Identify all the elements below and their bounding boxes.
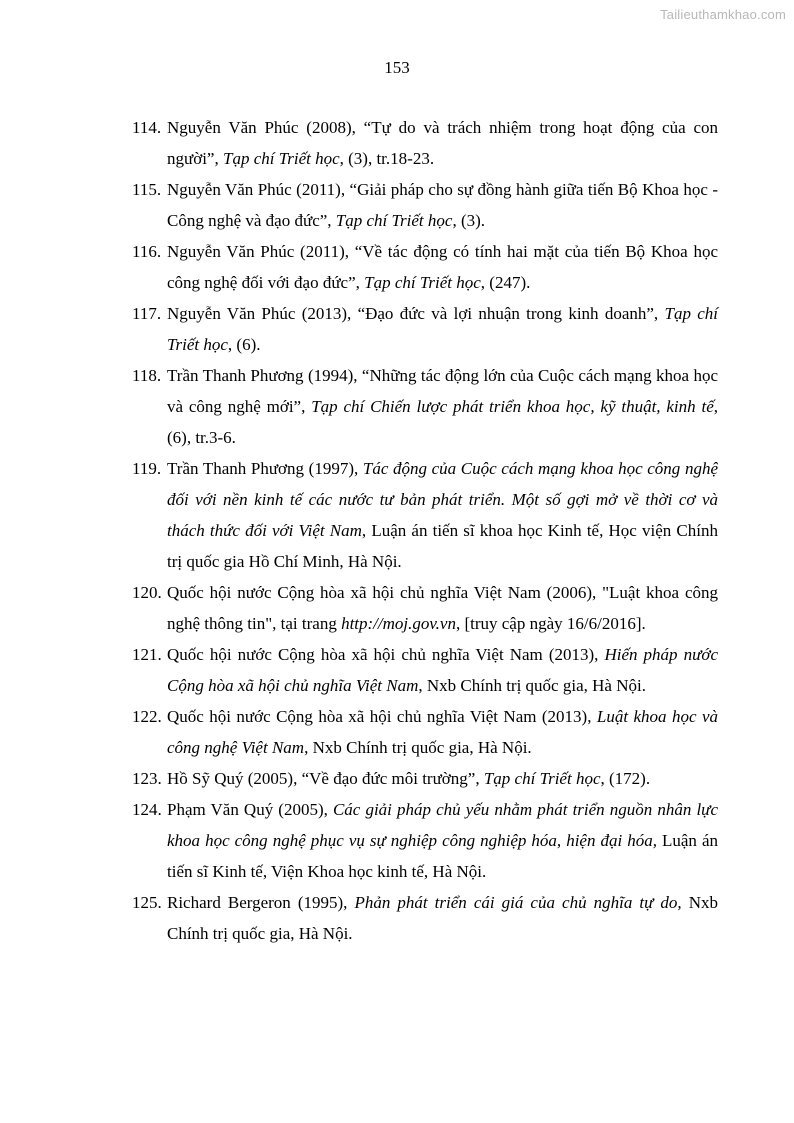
reference-text-segment: Nguyễn Văn Phúc (2011), “Giải pháp cho sự đồng hành giữa tiến Bộ Khoa học - Công nghệ và đạo đức”,	[167, 180, 718, 230]
reference-number: 119.	[132, 459, 162, 478]
reference-item	[132, 360, 718, 453]
reference-text	[167, 763, 718, 794]
watermark: Tailieuthamkhao.com	[660, 7, 786, 22]
reference-title-italic: Tạp chí Triết học	[335, 211, 453, 230]
reference-text	[167, 298, 718, 360]
reference-text-segment: , [truy cập ngày 16/6/2016].	[455, 614, 646, 633]
reference-number: 125.	[132, 893, 162, 912]
reference-title-italic: Tạp chí Chiến lược phát triển khoa học, kỹ thuật, kinh tế	[311, 397, 714, 416]
reference-text-segment: Trần Thanh Phương (1994), “Những tác động lớn của Cuộc cách mạng khoa học và công nghệ mới”,	[167, 366, 718, 416]
reference-text-segment: , Nxb Chính trị quốc gia, Hà Nội.	[304, 738, 532, 757]
reference-text-segment: Phạm Văn Quý (2005),	[167, 800, 333, 819]
reference-text	[167, 112, 718, 174]
reference-text-segment: , (3).	[452, 211, 486, 230]
reference-text-segment: , Luận án tiến sĩ khoa học Kinh tế, Học viện Chính trị quốc gia Hồ Chí Minh, Hà Nội.	[167, 521, 718, 571]
reference-text-segment: Nguyễn Văn Phúc (2013), “Đạo đức và lợi nhuận trong kinh doanh”,	[167, 304, 665, 323]
reference-title-italic: Tạp chí Triết học	[483, 769, 601, 788]
reference-text	[167, 887, 718, 949]
reference-text	[167, 794, 718, 887]
reference-item	[132, 298, 718, 360]
reference-text-segment: Nxb Chính trị quốc gia, Hà Nội.	[167, 893, 718, 943]
reference-text	[167, 174, 718, 236]
reference-number: 123.	[132, 769, 162, 788]
reference-text-segment: , (172).	[600, 769, 651, 788]
reference-number: 120.	[132, 583, 162, 602]
reference-list	[132, 112, 718, 949]
reference-text-segment: Richard Bergeron (1995),	[167, 893, 355, 912]
reference-item	[132, 701, 718, 763]
reference-item	[132, 174, 718, 236]
reference-item	[132, 577, 718, 639]
page-number: 153	[384, 58, 410, 77]
reference-item	[132, 639, 718, 701]
reference-item	[132, 112, 718, 174]
reference-text-segment: Quốc hội nước Cộng hòa xã hội chủ nghĩa Việt Nam (2013),	[167, 707, 597, 726]
reference-text-segment: Nguyễn Văn Phúc (2008), “Tự do và trách nhiệm trong hoạt động của con người”,	[167, 118, 718, 168]
reference-text	[167, 701, 718, 763]
reference-text-segment: , (247).	[480, 273, 531, 292]
reference-title-italic: Tạp chí Triết học	[364, 273, 481, 292]
reference-text	[167, 360, 718, 453]
reference-text-segment: Luận án tiến sĩ Kinh tế, Viện Khoa học kinh tế, Hà Nội.	[167, 831, 718, 881]
reference-number: 124.	[132, 800, 162, 819]
reference-text-segment: Nguyễn Văn Phúc (2011), “Về tác động có tính hai mặt của tiến Bộ Khoa học công nghệ đối với đạo đức”,	[167, 242, 718, 292]
reference-title-italic: http://moj.gov.vn	[341, 614, 456, 633]
reference-number: 116.	[132, 242, 162, 261]
reference-title-italic: Tác động của Cuộc cách mạng khoa học công nghệ đối với nền kinh tế các nước tư bản phát triển. Một số gợi mở về thời cơ và thách thức đối với Việt Nam	[167, 459, 718, 540]
reference-item	[132, 763, 718, 794]
reference-item	[132, 794, 718, 887]
reference-title-italic: Tạp chí Triết học	[222, 149, 340, 168]
reference-text-segment: , (3), tr.18-23.	[339, 149, 435, 168]
reference-text-segment: , (6), tr.3-6.	[167, 397, 718, 447]
reference-number: 114.	[132, 118, 162, 137]
reference-number: 117.	[132, 304, 162, 323]
reference-number: 122.	[132, 707, 162, 726]
reference-text-segment: , (6).	[227, 335, 261, 354]
reference-number: 118.	[132, 366, 162, 385]
reference-item	[132, 453, 718, 577]
reference-text-segment: , Nxb Chính trị quốc gia, Hà Nội.	[418, 676, 646, 695]
reference-text-segment: Trần Thanh Phương (1997),	[167, 459, 363, 478]
reference-text	[167, 577, 718, 639]
reference-text	[167, 453, 718, 577]
reference-item	[132, 236, 718, 298]
reference-text	[167, 236, 718, 298]
reference-number: 115.	[132, 180, 162, 199]
reference-text-segment: Hồ Sỹ Quý (2005), “Về đạo đức môi trường”,	[167, 769, 484, 788]
reference-title-italic: Tạp chí Triết học	[167, 304, 718, 354]
reference-text-segment: Quốc hội nước Cộng hòa xã hội chủ nghĩa Việt Nam (2013),	[167, 645, 605, 664]
reference-title-italic: Các giải pháp chủ yếu nhằm phát triển nguồn nhân lực khoa học công nghệ phục vụ sự nghiệp công nghiệp hóa, hiện đại hóa,	[167, 800, 718, 850]
reference-title-italic: Phản phát triển cái giá của chủ nghĩa tự do,	[354, 893, 682, 912]
reference-number: 121.	[132, 645, 162, 664]
reference-title-italic: Luật khoa học và công nghệ Việt Nam	[167, 707, 718, 757]
reference-text	[167, 639, 718, 701]
reference-item	[132, 887, 718, 949]
reference-title-italic: Hiến pháp nước Cộng hòa xã hội chủ nghĩa Việt Nam	[167, 645, 718, 695]
reference-text-segment: Quốc hội nước Cộng hòa xã hội chủ nghĩa Việt Nam (2006), "Luật khoa công nghệ thông tin", tại trang	[167, 583, 718, 633]
